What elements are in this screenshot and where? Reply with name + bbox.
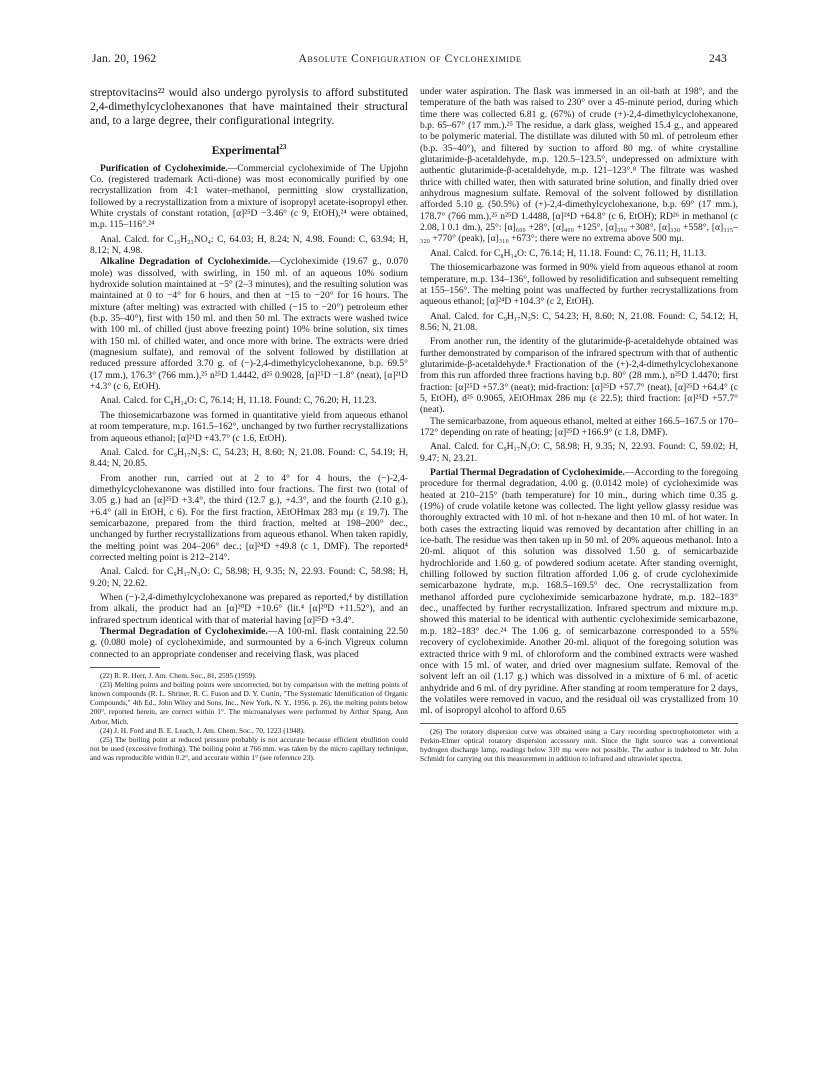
- left-column: [90, 86, 408, 762]
- analysis-paragraph: Anal. Calcd. for C₉H₁₇N₃S: C, 54.23; H, 8.60; N, 21.08. Found: C, 54.12; H, 8.56; N, 21.08.: [420, 310, 738, 333]
- section-heading: [90, 142, 408, 156]
- runin-heading: Alkaline Degradation of Cycloheximide.: [100, 256, 271, 268]
- paragraph: under water aspiration. The flask was immersed in an oil-bath at 198°, and the temperature of the bath was raised to 230° over a 45-minute period, during which time there was collected 6.81 g. (67%) of crude (+)-2,4-dimethylcyclohexanone, b.p. 65–67° (17 mm.).²⁵ The residue, a dark glass, weighed 15.4 g., and appeared to be polymeric material. The distillate was diluted with 50 ml. of petroleum ether (b.p. 35–40°), and filtered by suction to afford 80 mg. of white crystalline glutarimide-β-acetaldehyde, m.p. 120.5–123.5°, undepressed on admixture with authentic glutarimide-β-acetaldehyde, m.p. 121–123°.⁸ The filtrate was washed thrice with chilled water, then with saturated brine solution, and finally dried over anhydrous magnesium sulfate. Removal of the solvent followed by distillation afforded 5.10 g. (50.5%) of (+)-2,4-dimethylcyclohexanone, b.p. 69° (17 mm.), 178.7° (766 mm.),²⁵ n²⁵D 1.4488, [α]²⁴D +64.8° (c 6, EtOH); RD²⁶ in methanol (c 2.08, l 0.1 dm.), 25°: [α]₆₀₀ +28°, [α]₄₀₀ +125°, [α]₃₅₀ +308°, [α]₃₃₀ +558°, [α]₃₁₅–₃₂₀ +770° (peak), [α]₃₁₀ +673°; there were no extrema above 500 mμ.: [420, 86, 738, 245]
- footnote: (23) Melting points and boiling points were uncorrected, but by comparison with the melting points of known compounds (R. L. Shriner, R. C. Fuson and D. Y. Curtin, "The Systematic Identification of Organic Compounds," 4th Ed., John Wiley and Sons, Inc., New York, N. Y., 1956, p. 26), the melting points below 200°, reported herein, are correct within 1°. The microanalyses were performed by Arthur Spang, Ann Arbor, Mich.: [90, 680, 408, 726]
- analysis-paragraph: Anal. Calcd. for C₈H₁₄O: C, 76.14; H, 11.18. Found: C, 76.20; H, 11.23.: [100, 395, 377, 407]
- header-date: Jan. 20, 1962: [92, 52, 157, 65]
- paragraph-text: —According to the foregoing procedure for thermal degradation, 4.00 g. (0.0142 mole) of cycloheximide was heated at 210–215° (bath temperature) for 10 min., during which time 0.35 g. (19%) of crude volatile ketone was collected. The light yellow glassy residue was thoroughly extracted with 10 ml. of hot n-hexane and then 10 ml. of hot water. In both cases the extracting liquid was removed by decantation after chilling in an ice-bath. The residue was then taken up in 50 ml. of 20% aqueous methanol. Into a 20-ml. aliquot of this solution was dissolved 1.50 g. of semicarbazide hydrochloride and 1.60 g. of powdered sodium acetate. After standing overnight, chilling followed by suction filtration afforded 1.06 g. of crude cycloheximide semicarbazone hydrate, m.p. 168.5–169.5° dec. One recrystallization from methanol afforded pure cycloheximide semicarbazone hydrate, m.p. 182–183° dec., unaffected by further recrystallization. Infrared spectrum and mixture m.p. showed this material to be identical with authentic cycloheximide semicarbazone, m.p. 182–183° dec.²⁴ The 1.06 g. of semicarbazone corresponded to a 55% recovery of cycloheximide. Another 20-ml. aliquot of the foregoing solution was extracted thrice with 9 ml. of chloroform and the combined extracts were washed once with 15 ml. of water, and dried over magnesium sulfate. Removal of the solvent left an oil (1.17 g.) which was dissolved in a mixture of 6 ml. of acetic anhydride and 6 ml. of dry pyridine. After standing at room temperature for 2 days, the volatiles were removed in vacuo, and the residual oil was crystallized from 10 ml. of isopropyl alcohol to afford 0.65: [420, 467, 738, 717]
- section-heading-footnote: 23: [279, 143, 287, 152]
- footnote: (25) The boiling point at reduced pressure probably is not accurate because efficient ebullition could not be used (excessive frothing). The boiling point at 766 mm. was taken by the micro capillary technique, and was reproducible within 0.2°, and accurate within 1° (see reference 23).: [90, 734, 408, 762]
- runin-heading: Thermal Degradation of Cycloheximide.: [100, 626, 268, 637]
- paragraph: [90, 256, 408, 392]
- paragraph: The thiosemicarbazone was formed in 90% yield from aqueous ethanol at room temperature, m.p. 134–136°, followed by resolidification and subsequent remelting at 155–156°. The melting point was unaffected by further recrystallizations from aqueous ethanol; [α]²⁴D +104.3° (c 2, EtOH).: [420, 262, 738, 308]
- intro-paragraph: streptovitacins²² would also undergo pyrolysis to afford substituted 2,4-dimethylcyclohexanones that have maintained their structural and, to a large degree, their configurational integrity.: [90, 86, 408, 127]
- footnote: (22) R. R. Herr, J. Am. Chem. Soc., 81, 2595 (1959).: [100, 671, 257, 681]
- footnotes: [90, 671, 408, 762]
- analysis-paragraph: Anal. Calcd. for C₉H₁₇N₃O: C, 58.98; H, 9.35; N, 22.93. Found: C, 59.02; H, 9.47; N, 23.21.: [420, 441, 738, 464]
- analysis-paragraph: Anal. Calcd. for C₉H₁₇N₃S: C, 54.23; H, 8.60; N, 21.08. Found: C, 54.19; H, 8.44; N, 20.85.: [90, 446, 408, 470]
- footnote: (24) J. H. Ford and B. E. Leach, J. Am. Chem. Soc., 70, 1223 (1948).: [100, 725, 305, 735]
- footnote: (26) The rotatory dispersion curve was obtained using a Cary recording spectrophotometer with a Perkin-Elmer optical rotatory dispersion accessory unit. Since the light source was a conventional hydrogen discharge lamp, readings below 310 mμ were not possible. The author is indebted to Mr. John Schmidt for carrying out this measurement in addition to infrared and ultraviolet spectra.: [420, 726, 738, 763]
- footnote-divider: [420, 723, 738, 724]
- paragraph: When (−)-2,4-dimethylcyclohexanone was prepared as reported,⁴ by distillation from alkali, the product had an [α]²⁰D +10.6° (lit.⁴ [α]²⁰D +11.52°), and an infrared spectrum identical with that of material having [α]²⁵D +3.4°.: [90, 591, 408, 626]
- right-column: [420, 86, 738, 763]
- runin-heading: Partial Thermal Degradation of Cycloheximide.: [430, 467, 625, 478]
- page-number: 243: [709, 52, 727, 65]
- analysis-paragraph: Anal. Calcd. for C₉H₁₇N₃O: C, 58.98; H, 9.35; N, 22.93. Found: C, 58.98; H, 9.20; N, 22.62.: [90, 566, 408, 589]
- paragraph: [90, 163, 408, 231]
- paragraph-text: —Cycloheximide (19.67 g., 0.070 mole) was dissolved, with swirling, in 150 ml. of an aqueous 10% sodium hydroxide solution maintained at −5° (2–3 minutes), and the resulting solution was maintained at 0 to −4° for 6 hours, and then at −15 to −20° for 16 hours. The mixture (after melting) was extracted with chilled (−15 to −20°) petroleum ether (b.p. 35–40°), first with 150 ml. and then 50 ml. The extracts were washed twice with 100 ml. of chilled (just above freezing point) 10% brine solution, six times with 150 ml. of chilled water, and once more with brine. The extracts were dried (magnesium sulfate), and removal of the solvent followed by distillation at reduced pressure afforded 3.70 g. of (−)-2,4-dimethylcyclohexanone, b.p. 69.5° (17 mm.), 176.3° (766 mm.),²⁵ n²⁵D 1.4442, d²⁵ 0.9028, [α]²⁵D −1.8° (neat), [α]²¹D +4.3° (c 6, EtOH).: [90, 256, 408, 393]
- section-heading-text: Experimental: [211, 144, 280, 158]
- analysis-paragraph: Anal. Calcd. for C₈H₁₄O: C, 76.14; H, 11.18. Found: C, 76.11; H, 11.13.: [430, 247, 707, 259]
- paragraph-text: —A 100-ml. flask containing 22.50 g. (0.080 mole) of cycloheximide, and surmounted by a 6-inch Vigreux column connected to an appropriate condenser and receiving flask, was placed: [90, 626, 409, 660]
- footnote-divider: [90, 667, 160, 668]
- runin-heading: Purification of Cycloheximide.: [100, 162, 228, 174]
- paragraph: The thiosemicarbazone was formed in quantitative yield from aqueous ethanol at room temperature, m.p. 161.5–162°, unchanged by two further recrystallizations from aqueous ethanol; [α]²¹D +43.7° (c 1.6, EtOH).: [90, 409, 408, 444]
- paragraph: From another run, the identity of the glutarimide-β-acetaldehyde obtained was further demonstrated by comparison of the infrared spectrum with that of authentic glutarimide-β-acetaldehyde.⁸ Fractionation of the (+)-2,4-dimethylcyclohexanone from this run afforded three fractions having b.p. 80° (28 mm.), n²⁵D 1.4470; first fraction: [α]²⁵D +57.3° (neat); mid-fraction: [α]²⁵D +57.7° (neat), [α]²⁵D +64.4° (c 5, EtOH), d²⁵ 0.9065, λEtOHmax 286 mμ (ε 22.5); third fraction: [α]²⁵D +57.7° (neat).: [420, 336, 738, 416]
- paragraph: The semicarbazone, from aqueous ethanol, melted at either 166.5–167.5 or 170–172° depending on rate of heating; [α]²⁵D +166.9° (c 1.8, DMF).: [420, 415, 738, 438]
- footnotes: [420, 727, 738, 763]
- paragraph: [420, 467, 738, 717]
- paragraph: [90, 626, 408, 660]
- paragraph-text: —Commercial cycloheximide of The Upjohn Co. (registered trademark Acti-dione) was most economically purified by one recrystallization from 4:1 water–methanol, permitting slow crystallization, followed by a recrystallization from a mixture of isopropyl acetate-isopropyl ether. White crystals of constant rotation, [α]²⁵D −3.46° (c 9, EtOH),²⁴ were obtained, m.p. 115–116°.²⁴: [90, 162, 408, 231]
- header-title: Absolute Configuration of Cycloheximide: [298, 52, 522, 65]
- paragraph: From another run, carried out at 2 to 4° for 4 hours, the (−)-2,4-dimethylcyclohexanone was distilled into four fractions. The first two (total of 3.05 g.) had an [α]²⁵D +3.4°, the third (12.7 g.), +4.3°, and the fourth (2.10 g.), +6.4° (all in EtOH, c 6). For the first fraction, λEtOHmax 283 mμ (ε 19.7). The semicarbazone, prepared from the third fraction, melted at 198–200° dec., unchanged by further recrystallizations from aqueous ethanol. When taken rapidly, the melting point was 204–206° dec.; [α]²⁴D +49.8 (c 1, DMF). The reported⁴ corrected melting point is 212–214°.: [90, 472, 408, 563]
- analysis-paragraph: Anal. Calcd. for C₁₅H₂₃NO₄: C, 64.03; H, 8.24; N, 4.98. Found: C, 63.94; H, 8.12; N, 4.98.: [90, 233, 408, 256]
